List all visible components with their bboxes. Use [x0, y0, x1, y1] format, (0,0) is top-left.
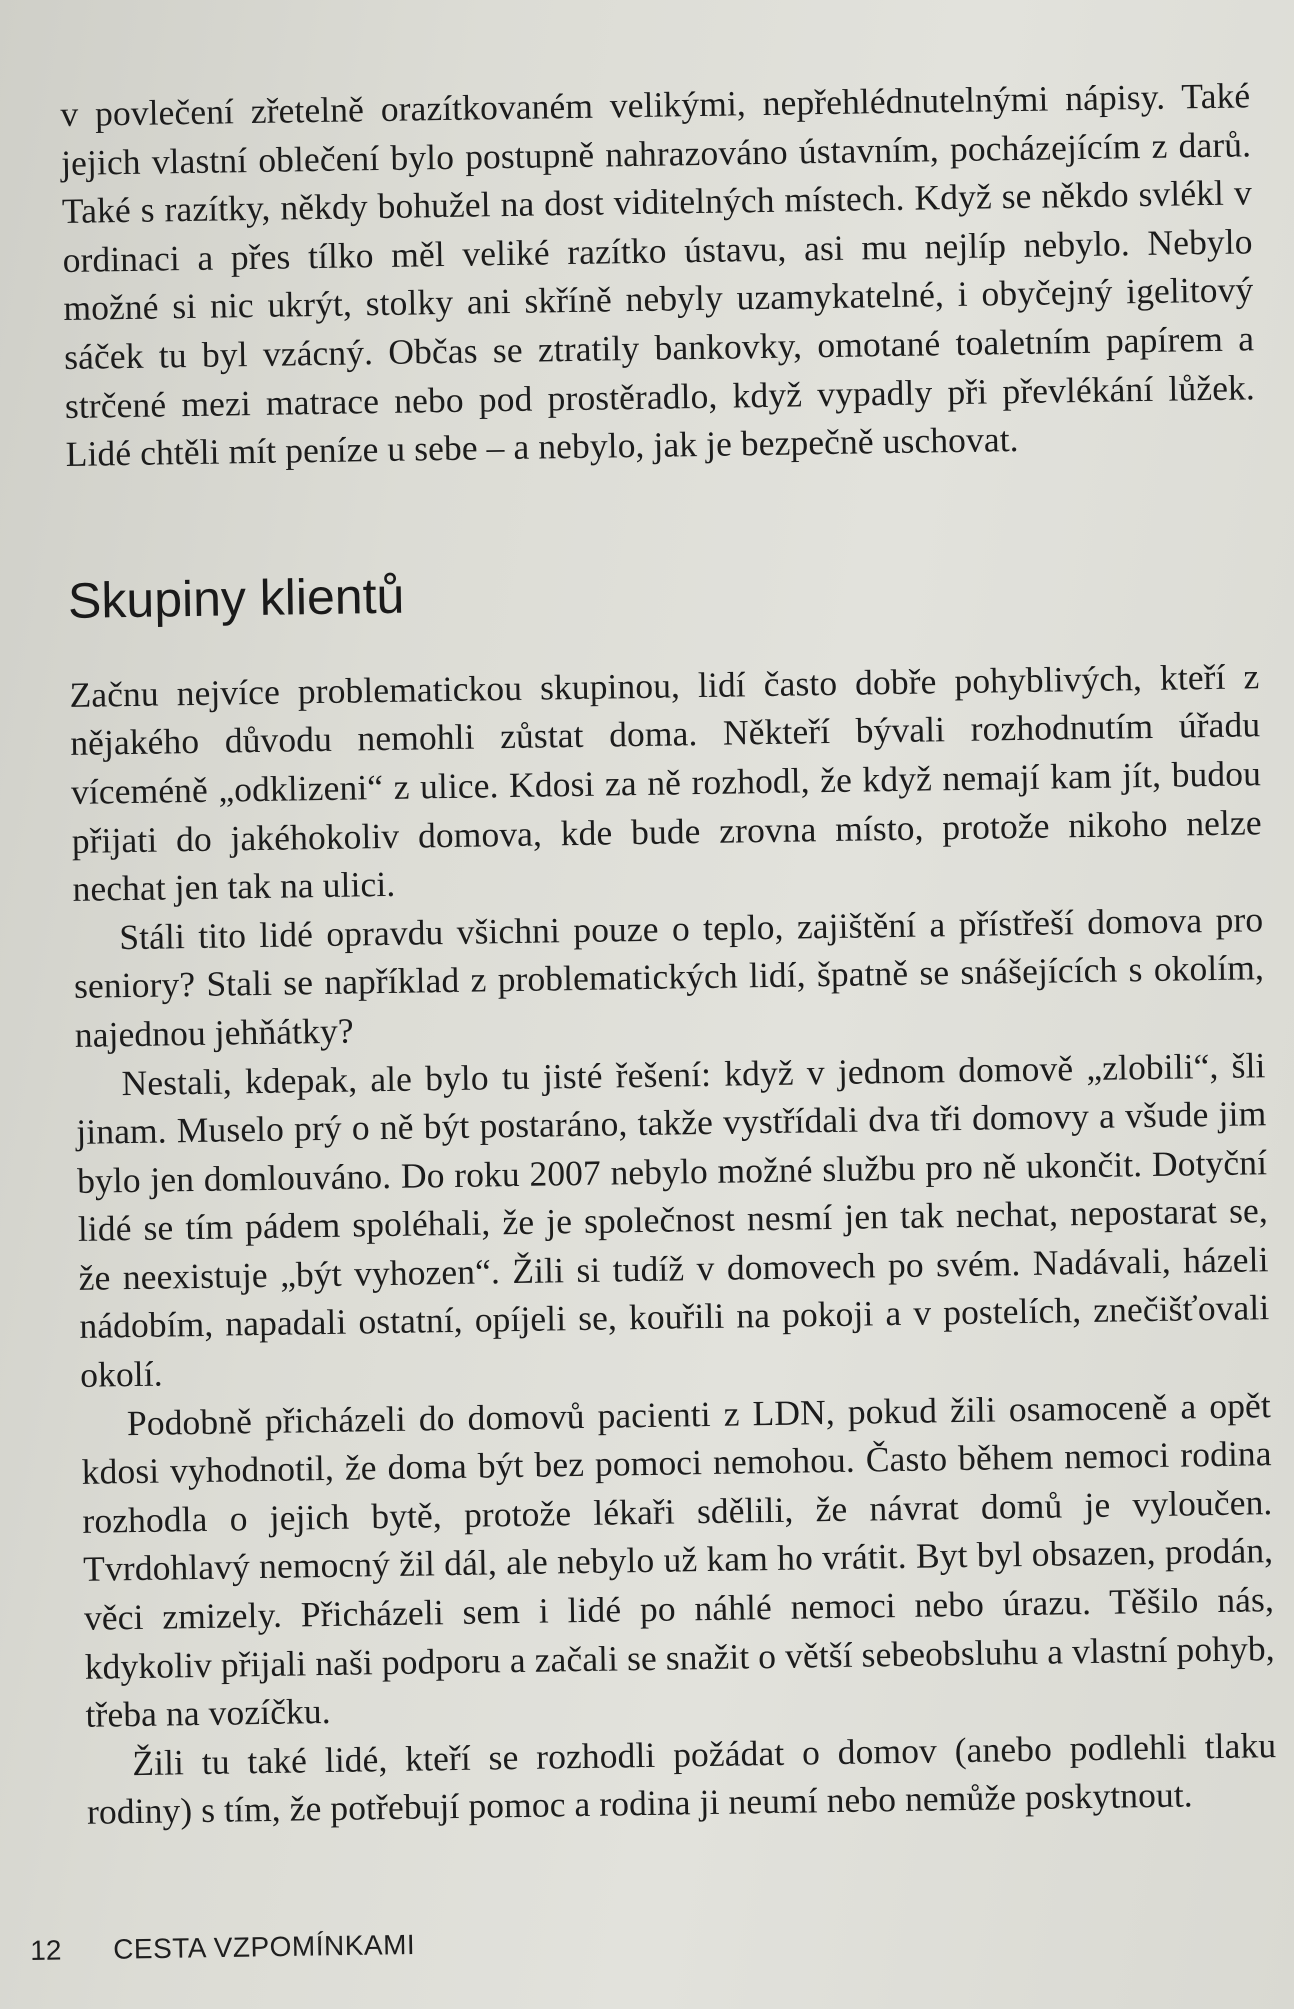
page-number: 12: [30, 1934, 62, 1966]
page-body: [60, 71, 1277, 1836]
section-paragraph-1: Začnu nejvíce problematickou skupinou, lidí často dobře pohyblivých, kteří z nějakého důvodu nemohli zůstat doma. Někteří bývali rozhodnutím úřadu víceméně „odklizeni“ z ulice. Kdosi za ně rozhodl, že když nemají kam jít, budou přijati do jakéhokoliv domova, kde bude zrovna místo, protože nikoho nelze nechat jen tak na ulici.: [69, 655, 1262, 910]
book-title: CESTA VZPOMÍNKAMI: [112, 1928, 416, 1965]
page-footer: [30, 1929, 415, 1967]
intro-paragraph: v povlečení zřetelně orazítkovaném velikými, nepřehlédnutelnými nápisy. Také jejich vlastní oblečení bylo postupně nahrazováno ústavním, pocházejícím z darů. Také s razítky, někdy bohužel na dost viditelných místech. Když se někdo svlékl v ordinaci a přes tílko měl veliké razítko ústavu, asi mu nejlíp nebylo. Nebylo možné si nic ukrýt, stolky ani skříně nebyly uzamykatelné, i obyčejný igelitový sáček tu byl vzácný. Občas se ztratily bankovky, omotané toaletním papírem a strčené mezi matrace nebo pod prostěradlo, když vypadly při převlékání lůžek. Lidé chtěli mít peníze u sebe – a nebylo, jak je bezpečně uschovat.: [60, 75, 1256, 475]
section-paragraph-5: Žili tu také lidé, kteří se rozhodli požádat o domov (anebo podlehli tlaku rodiny) s tím, že potřebují pomoc a rodina ji neumí nebo nemůže poskytnout.: [86, 1724, 1277, 1833]
section-paragraph-4: Podobně přicházeli do domovů pacienti z LDN, pokud žili osamoceně a opět kdosi vyhodnotil, že doma být bez pomoci nemohou. Často během nemoci rodina rozhodla o jejich bytě, protože lékaři sdělili, že návrat domů je vyloučen. Tvrdohlavý nemocný žil dál, ale nebylo už kam ho vrátit. Byt byl obsazen, prodán, věci zmizely. Přicházeli sem i lidé po náhlé nemoci nebo úrazu. Těšilo nás, kdykoliv přijali naši podporu a začali se snažit o větší sebeobsluhu a vlastní pohyb, třeba na vozíčku.: [81, 1384, 1275, 1736]
section-paragraph-3: Nestali, kdepak, ale bylo tu jisté řešení: když v jednom domově „zlobili“, šli jinam. Muselo prý o ně být postaráno, takže vystřídali dva tři domovy a všude jim bylo jen domlouváno. Do roku 2007 nebylo možné službu pro ně ukončit. Dotyční lidé se tím pádem spoléhali, že je společnost nesmí jen tak nechat, nepostarat se, že neexistuje „být vyhozen“. Žili si tudíž v domovech po svém. Nadávali, házeli nádobím, napadali ostatní, opíjeli se, kouřili na pokoji a v postelích, znečišťovali okolí.: [76, 1044, 1270, 1395]
section-paragraph-2: Stáli tito lidé opravdu všichni pouze o teplo, zajištění a přístřeší domova pro seniory? Stali se například z problematických lidí, špatně se snášejících s okolím, najednou jehňátky?: [73, 898, 1265, 1055]
section-heading: Skupiny klientů: [67, 567, 405, 629]
